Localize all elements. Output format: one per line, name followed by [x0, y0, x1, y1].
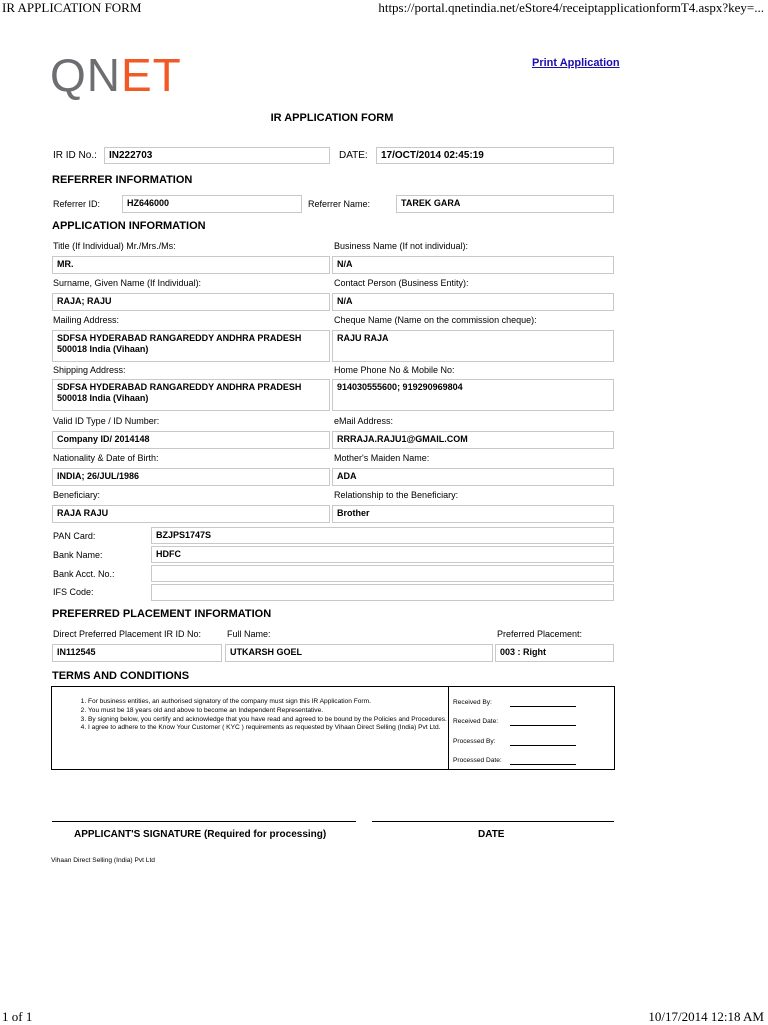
- referrer-name-field: TAREK GARA: [396, 195, 614, 213]
- mailing-address-label: Mailing Address:: [53, 315, 120, 325]
- valid-id-label: Valid ID Type / ID Number:: [53, 416, 160, 426]
- signature-date-label: DATE: [478, 829, 505, 840]
- print-datetime: 10/17/2014 12:18 AM: [648, 1009, 764, 1024]
- relationship-label: Relationship to the Beneficiary:: [334, 490, 459, 500]
- business-name-label: Business Name (If not individual):: [334, 241, 469, 251]
- business-name-field: N/A: [332, 256, 614, 274]
- valid-id-field: Company ID/ 2014148: [52, 431, 330, 449]
- preferred-placement-label: Preferred Placement:: [497, 629, 583, 639]
- title-field: MR.: [52, 256, 330, 274]
- date-field: 17/OCT/2014 02:45:19: [376, 147, 614, 164]
- browser-url: https://portal.qnetindia.net/eStore4/receiptapplicationformT4.aspx?key=...: [378, 0, 764, 15]
- processed-by-label: Processed By:: [453, 738, 496, 745]
- logo-part-q: QN: [50, 49, 121, 101]
- browser-page-title: IR APPLICATION FORM: [2, 0, 142, 15]
- processed-date-line: [510, 764, 576, 765]
- cheque-name-field: RAJU RAJA: [332, 330, 614, 362]
- qnet-logo: [50, 49, 182, 101]
- contact-person-label: Contact Person (Business Entity):: [334, 278, 469, 288]
- maiden-name-field: ADA: [332, 468, 614, 486]
- signature-line: [52, 821, 356, 822]
- referrer-id-field: HZ646000: [122, 195, 302, 213]
- nationality-label: Nationality & Date of Birth:: [53, 453, 159, 463]
- ir-id-label: IR ID No.:: [53, 150, 97, 161]
- applicant-signature-label: APPLICANT'S SIGNATURE (Required for processing): [74, 829, 327, 840]
- email-field: RRRAJA.RAJU1@GMAIL.COM: [332, 431, 614, 449]
- contact-person-field: N/A: [332, 293, 614, 311]
- maiden-name-label: Mother's Maiden Name:: [334, 453, 430, 463]
- form-title: IR APPLICATION FORM: [270, 112, 394, 124]
- page-counter: 1 of 1: [2, 1009, 33, 1024]
- terms-item: 1. For business entities, an authorised signatory of the company must sign this IR Application Form.: [88, 698, 472, 707]
- shipping-address-line1: SDFSA HYDERABAD RANGAREDDY ANDHRA PRADESH: [57, 382, 302, 392]
- terms-list: [70, 698, 472, 733]
- received-date-label: Received Date:: [453, 718, 499, 725]
- placement-section-title: PREFERRED PLACEMENT INFORMATION: [52, 608, 272, 620]
- shipping-address-label: Shipping Address:: [53, 365, 126, 375]
- referrer-section-title: REFERRER INFORMATION: [52, 174, 193, 186]
- relationship-field: Brother: [332, 505, 614, 523]
- terms-item: 3. By signing below, you certify and acknowledge that you have read and agreed to be bound by the Policies and Procedures.: [88, 716, 472, 725]
- mailing-address-field: [52, 330, 330, 362]
- email-label: eMail Address:: [334, 416, 394, 426]
- logo-part-net: ET: [121, 49, 182, 101]
- phone-label: Home Phone No & Mobile No:: [334, 365, 455, 375]
- nationality-field: INDIA; 26/JUL/1986: [52, 468, 330, 486]
- pan-card-field: BZJPS1747S: [151, 527, 614, 544]
- received-date-line: [510, 725, 576, 726]
- ifs-code-label: IFS Code:: [53, 587, 94, 597]
- application-section-title: APPLICATION INFORMATION: [52, 220, 206, 232]
- phone-field: 914030555600; 919290969804: [332, 379, 614, 411]
- ir-id-field: IN222703: [104, 147, 330, 164]
- referrer-id-label: Referrer ID:: [53, 199, 101, 209]
- terms-item: 2. You must be 18 years old and above to become an Independent Representative.: [88, 707, 472, 716]
- bank-name-label: Bank Name:: [53, 550, 103, 560]
- direct-placement-field: IN112545: [52, 644, 222, 662]
- terms-section-title: TERMS AND CONDITIONS: [52, 670, 190, 682]
- shipping-address-field: [52, 379, 330, 411]
- shipping-address-line2: 500018 India (Vihaan): [57, 393, 149, 403]
- print-application-link[interactable]: Print Application: [532, 57, 620, 69]
- received-by-label: Received By:: [453, 699, 492, 706]
- bank-account-label: Bank Acct. No.:: [53, 569, 115, 579]
- beneficiary-field: RAJA RAJU: [52, 505, 330, 523]
- surname-field: RAJA; RAJU: [52, 293, 330, 311]
- date-label: DATE:: [339, 150, 368, 161]
- direct-placement-label: Direct Preferred Placement IR ID No:: [53, 629, 202, 639]
- mailing-address-line1: SDFSA HYDERABAD RANGAREDDY ANDHRA PRADESH: [57, 333, 302, 343]
- full-name-label: Full Name:: [227, 629, 271, 639]
- processed-by-line: [510, 745, 576, 746]
- company-name: Vihaan Direct Selling (India) Pvt Ltd: [51, 857, 155, 864]
- ifs-code-field: [151, 584, 614, 601]
- referrer-name-label: Referrer Name:: [308, 199, 371, 209]
- surname-label: Surname, Given Name (If Individual):: [53, 278, 202, 288]
- beneficiary-label: Beneficiary:: [53, 490, 101, 500]
- bank-account-field: [151, 565, 614, 582]
- pan-card-label: PAN Card:: [53, 531, 96, 541]
- mailing-address-line2: 500018 India (Vihaan): [57, 344, 149, 354]
- date-line: [372, 821, 614, 822]
- terms-item: 4. I agree to adhere to the Know Your Customer ( KYC ) requirements as requested by Vihaan Direct Selling (India) Pvt Ltd.: [88, 724, 472, 733]
- processed-date-label: Processed Date:: [453, 757, 502, 764]
- received-by-line: [510, 706, 576, 707]
- full-name-field: UTKARSH GOEL: [225, 644, 493, 662]
- bank-name-field: HDFC: [151, 546, 614, 563]
- title-label: Title (If Individual) Mr./Mrs./Ms:: [53, 241, 176, 251]
- cheque-name-label: Cheque Name (Name on the commission cheque):: [334, 315, 537, 325]
- preferred-placement-field: 003 : Right: [495, 644, 614, 662]
